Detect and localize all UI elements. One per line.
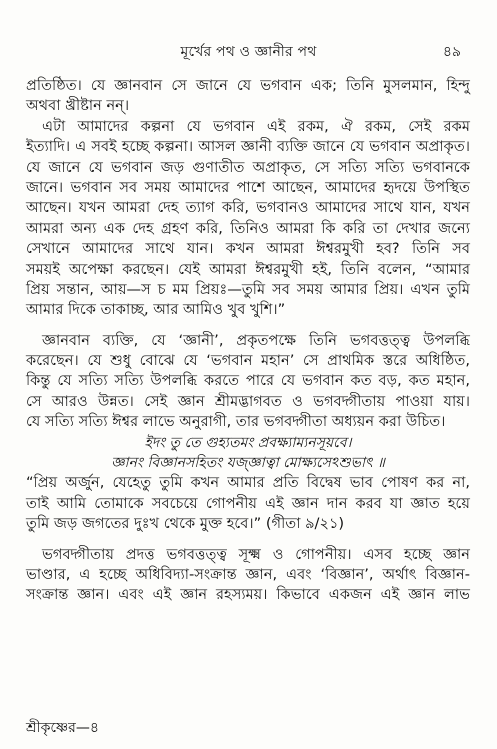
text-line: আছেন। যখন আমরা দেহ ত্যাগ করি, ভগবানও আমাদের সাথে যান, যখন — [26, 199, 470, 217]
text-line: জানে। ভগবান সব সময় আমাদের পাশে আছেন, আমাদের হৃদয়ে উপস্থিত — [26, 178, 470, 196]
paragraph-gap — [26, 535, 470, 545]
shloka-verse — [26, 433, 470, 474]
text-line: সে আরও উন্নত। সেই জ্ঞান শ্রীমদ্ভাগবত ও ভগবদ্গীতায় পাওয়া যায়। — [26, 392, 470, 410]
text-line: যে সত্যি সত্যি ঈশ্বর লাভে অনুরাগী, তার ভগবদ্গীতা অধ্যয়ন করা উচিত। — [26, 413, 446, 431]
translation-line: তাই আমি তোমাকে সবচেয়ে গোপনীয় এই জ্ঞান দান করব যা জ্ঞাত হয়ে — [26, 494, 470, 512]
text-line: যে জানে যে ভগবান জড় গুণাতীত অপ্রাকৃত, সে সত্যি সত্যি ভগবানকে — [26, 158, 470, 176]
text-line: প্রতিষ্ঠিত। যে জ্ঞানবান সে জানে যে ভগবান এক; তিনি মুসলমান, হিন্দু — [26, 77, 470, 94]
page-body — [26, 76, 470, 606]
shloka-line: ইদং তু তে গুহ্যতমং প্রবক্ষ্যাম্যনসূয়বে। — [144, 434, 352, 451]
paragraph-3 — [26, 331, 470, 433]
page-number: ৪৯ — [442, 44, 461, 60]
signature-mark: শ্রীকৃষ্ণের—৪ — [26, 720, 99, 736]
text-line: ইত্যাদি। এ সবই হচ্ছে কল্পনা। আসল জ্ঞানী ব্যক্তি জানে যে ভগবান অপ্রাকৃত। — [26, 138, 470, 156]
text-line: আমরা অন্য এক দেহ গ্রহণ করি, তিনিও আমরা কি করি তা দেখার জন্যে — [26, 219, 470, 237]
text-line: আমার দিকে তাকাচ্ছ, আর আমিও খুব খুশি।” — [26, 301, 286, 319]
text-line: সেখানে আমাদের সাথে যান। কখন আমরা ঈশ্বরমুখী হব? তিনি সব — [26, 240, 470, 258]
translation-line: তুমি জড় জগতের দুঃখ থেকে মুক্ত হবে।” (গীতা ৯/২১) — [26, 515, 345, 533]
translation-line: “প্রিয় অর্জুন, যেহেতু তুমি কখন আমার প্রতি বিদ্বেষ ভাব পোষণ কর না, — [26, 474, 470, 492]
paragraph-1 — [26, 76, 470, 117]
text-line: কিন্তু যে সত্যি সত্যি উপলব্ধি করতে পারে যে ভগবান কত বড়, কত মহান, — [26, 372, 470, 390]
paragraph-gap — [26, 321, 470, 331]
text-line: করেছেন। যে শুধু বোঝে যে ‘ভগবান মহান’ সে প্রাথমিক স্তরে অধিষ্ঠিত, — [26, 352, 470, 370]
page-header — [0, 40, 497, 64]
verse-translation — [26, 473, 470, 534]
text-line: জ্ঞানবান ব্যক্তি, যে ‘জ্ঞানী’, প্রকৃতপক্ষে তিনি ভগবত্তত্ত্ব উপলব্ধি — [42, 331, 470, 349]
running-title: মূর্খের পথ ও জ্ঞানীর পথ — [180, 44, 317, 60]
text-line: সংক্রান্ত জ্ঞান। এবং এই জ্ঞান রহস্যময়। কিভাবে একজন এই জ্ঞান লাভ — [26, 586, 470, 604]
text-line: ভগবদ্গীতায় প্রদত্ত ভগবত্তত্ত্ব সূক্ষ্ম ও গোপনীয়। এসব হচ্ছে জ্ঞান — [42, 545, 470, 563]
paragraph-2 — [26, 117, 470, 321]
text-line: প্রিয় সন্তান, আয়—স চ মম প্রিয়ঃ—তুমি সব সময় আমার প্রিয়। এখন তুমি — [26, 280, 470, 298]
text-line: ভাণ্ডার, এ হচ্ছে অধিবিদ্যা-সংক্রান্ত জ্ঞান, এবং ‘বিজ্ঞান’, অর্থাৎ বিজ্ঞান- — [26, 565, 470, 583]
paragraph-4 — [26, 545, 470, 606]
shloka-line: জ্ঞানং বিজ্ঞানসহিতং যজ্জ্ঞাত্বা মোক্ষ্যসেঽশুভাৎ ॥ — [111, 455, 385, 472]
text-line: সময়ই অপেক্ষা করছেন। যেই আমরা ঈশ্বরমুখী হই, তিনি বলেন, “আমার — [26, 260, 470, 278]
text-line: এটা আমাদের কল্পনা যে ভগবান এই রকম, ঐ রকম, সেই রকম — [42, 117, 470, 135]
text-line: অথবা খ্রীষ্টান নন্। — [26, 97, 130, 115]
